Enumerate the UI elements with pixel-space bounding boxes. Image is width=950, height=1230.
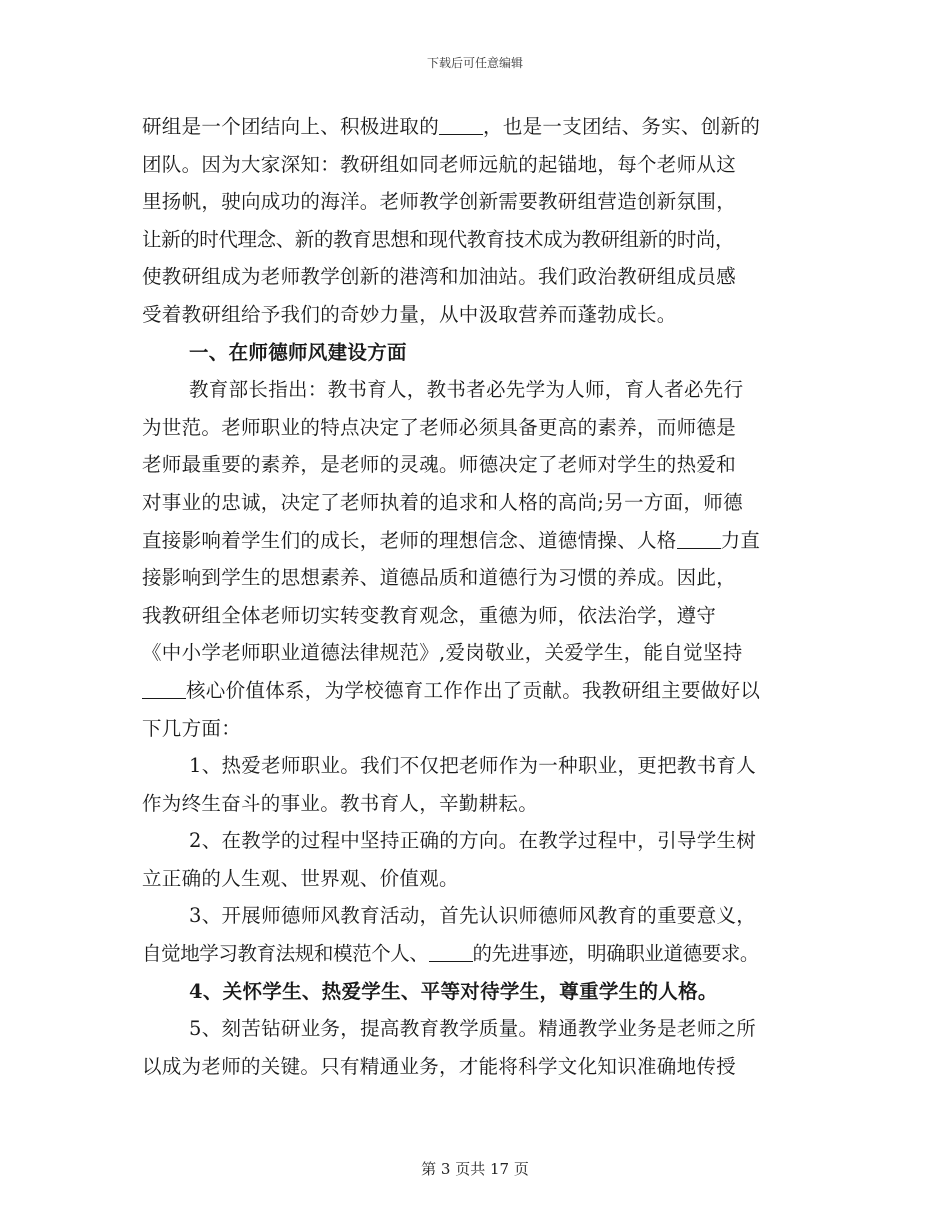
text-line — [142, 1010, 818, 1048]
text-line — [142, 484, 818, 522]
text-line — [142, 672, 818, 710]
document-body — [142, 108, 818, 1085]
text-line — [142, 747, 818, 785]
text-line — [142, 710, 818, 748]
text-segment: 一、在师德师风建设方面 — [189, 340, 407, 364]
text-segment: 接影响到学生的思想素养、道德品质和道德行为习惯的养成。因此， — [142, 566, 737, 590]
text-segment: 核心价值体系，为学校德育工作作出了贡献。我教研组主要做好以 — [186, 678, 761, 702]
text-line — [142, 183, 818, 221]
text-segment: 老师最重要的素养，是老师的灵魂。师德决定了老师对学生的热爱和 — [142, 453, 737, 477]
text-line — [142, 221, 818, 259]
text-segment: 4、关怀学生、热爱学生、平等对待学生，尊重学生的人格。 — [189, 979, 718, 1003]
section-heading-line — [142, 334, 818, 372]
text-segment: 为世范。老师职业的特点决定了老师必须具备更高的素养，而师德是 — [142, 415, 737, 439]
text-line — [142, 446, 818, 484]
text-line — [142, 785, 818, 823]
text-segment: ，也是一支团结、务实、创新的 — [483, 115, 761, 138]
text-segment: 力直 — [720, 528, 761, 552]
text-segment: 团队。因为大家深知：教研组如同老师远航的起锚地，每个老师从这 — [142, 152, 737, 176]
text-segment: 5、刻苦钻研业务，提高教育教学质量。精通教学业务是老师之所 — [189, 1017, 757, 1041]
text-line — [142, 597, 818, 635]
text-line — [142, 559, 818, 597]
fill-in-blank — [142, 678, 186, 699]
text-segment: 立正确的人生观、世界观、价值观。 — [142, 866, 459, 890]
text-line — [142, 258, 818, 296]
text-segment: 研组是一个团结向上、积极进取的 — [142, 115, 440, 138]
text-segment: 以成为老师的关键。只有精通业务，才能将科学文化知识准确地传授 — [142, 1054, 737, 1078]
text-line — [142, 935, 818, 973]
text-line — [142, 860, 818, 898]
text-line — [142, 634, 818, 672]
text-line — [142, 146, 818, 184]
text-segment: 对事业的忠诚，决定了老师执着的追求和人格的高尚;另一方面，师德 — [142, 490, 743, 514]
text-segment: 3、开展师德师风教育活动，首先认识师德师风教育的重要意义， — [189, 904, 757, 928]
text-line — [142, 108, 818, 146]
fill-in-blank — [429, 941, 473, 962]
text-segment: 2、在教学的过程中坚持正确的方向。在教学过程中，引导学生树 — [189, 829, 757, 853]
text-segment: 的先进事迹，明确职业道德要求。 — [472, 942, 760, 966]
text-segment: 作为终生奋斗的事业。教书育人，辛勤耕耘。 — [142, 791, 539, 815]
text-segment: 让新的时代理念、新的教育思想和现代教育技术成为教研组新的时尚， — [142, 227, 735, 251]
text-line — [142, 822, 818, 860]
page-footer: 第 3 页共 17 页 — [421, 1160, 529, 1178]
fill-in-blank — [677, 528, 721, 549]
text-segment: 下几方面： — [142, 716, 242, 740]
fill-in-blank — [439, 114, 483, 135]
text-line — [142, 409, 818, 447]
text-line — [142, 897, 818, 935]
text-segment: 使教研组成为老师教学创新的港湾和加油站。我们政治教研组成员感 — [142, 265, 737, 289]
page-header-note: 下载后可任意编辑 — [426, 56, 523, 70]
text-segment: 里扬帆，驶向成功的海洋。老师教学创新需要教研组营造创新氛围， — [142, 190, 737, 214]
text-line — [142, 522, 818, 560]
text-line — [142, 296, 818, 334]
text-line — [142, 371, 818, 409]
text-segment: 《中小学老师职业道德法律规范》,爱岗敬业，关爱学生，能自觉坚持 — [142, 641, 743, 665]
text-segment: 直接影响着学生们的成长，老师的理想信念、道德情操、人格 — [142, 528, 677, 552]
text-segment: 受着教研组给予我们的奇妙力量，从中汲取营养而蓬勃成长。 — [142, 302, 677, 326]
text-segment: 我教研组全体老师切实转变教育观念，重德为师，依法治学，遵守 — [142, 603, 717, 627]
text-line — [142, 1048, 818, 1086]
text-segment: 自觉地学习教育法规和模范个人、 — [142, 942, 429, 966]
section-heading-line — [142, 973, 818, 1011]
text-segment: 教育部长指出：教书育人，教书者必先学为人师，育人者必先行 — [189, 378, 744, 402]
text-segment: 1、热爱老师职业。我们不仅把老师作为一种职业，更把教书育人 — [189, 754, 757, 778]
